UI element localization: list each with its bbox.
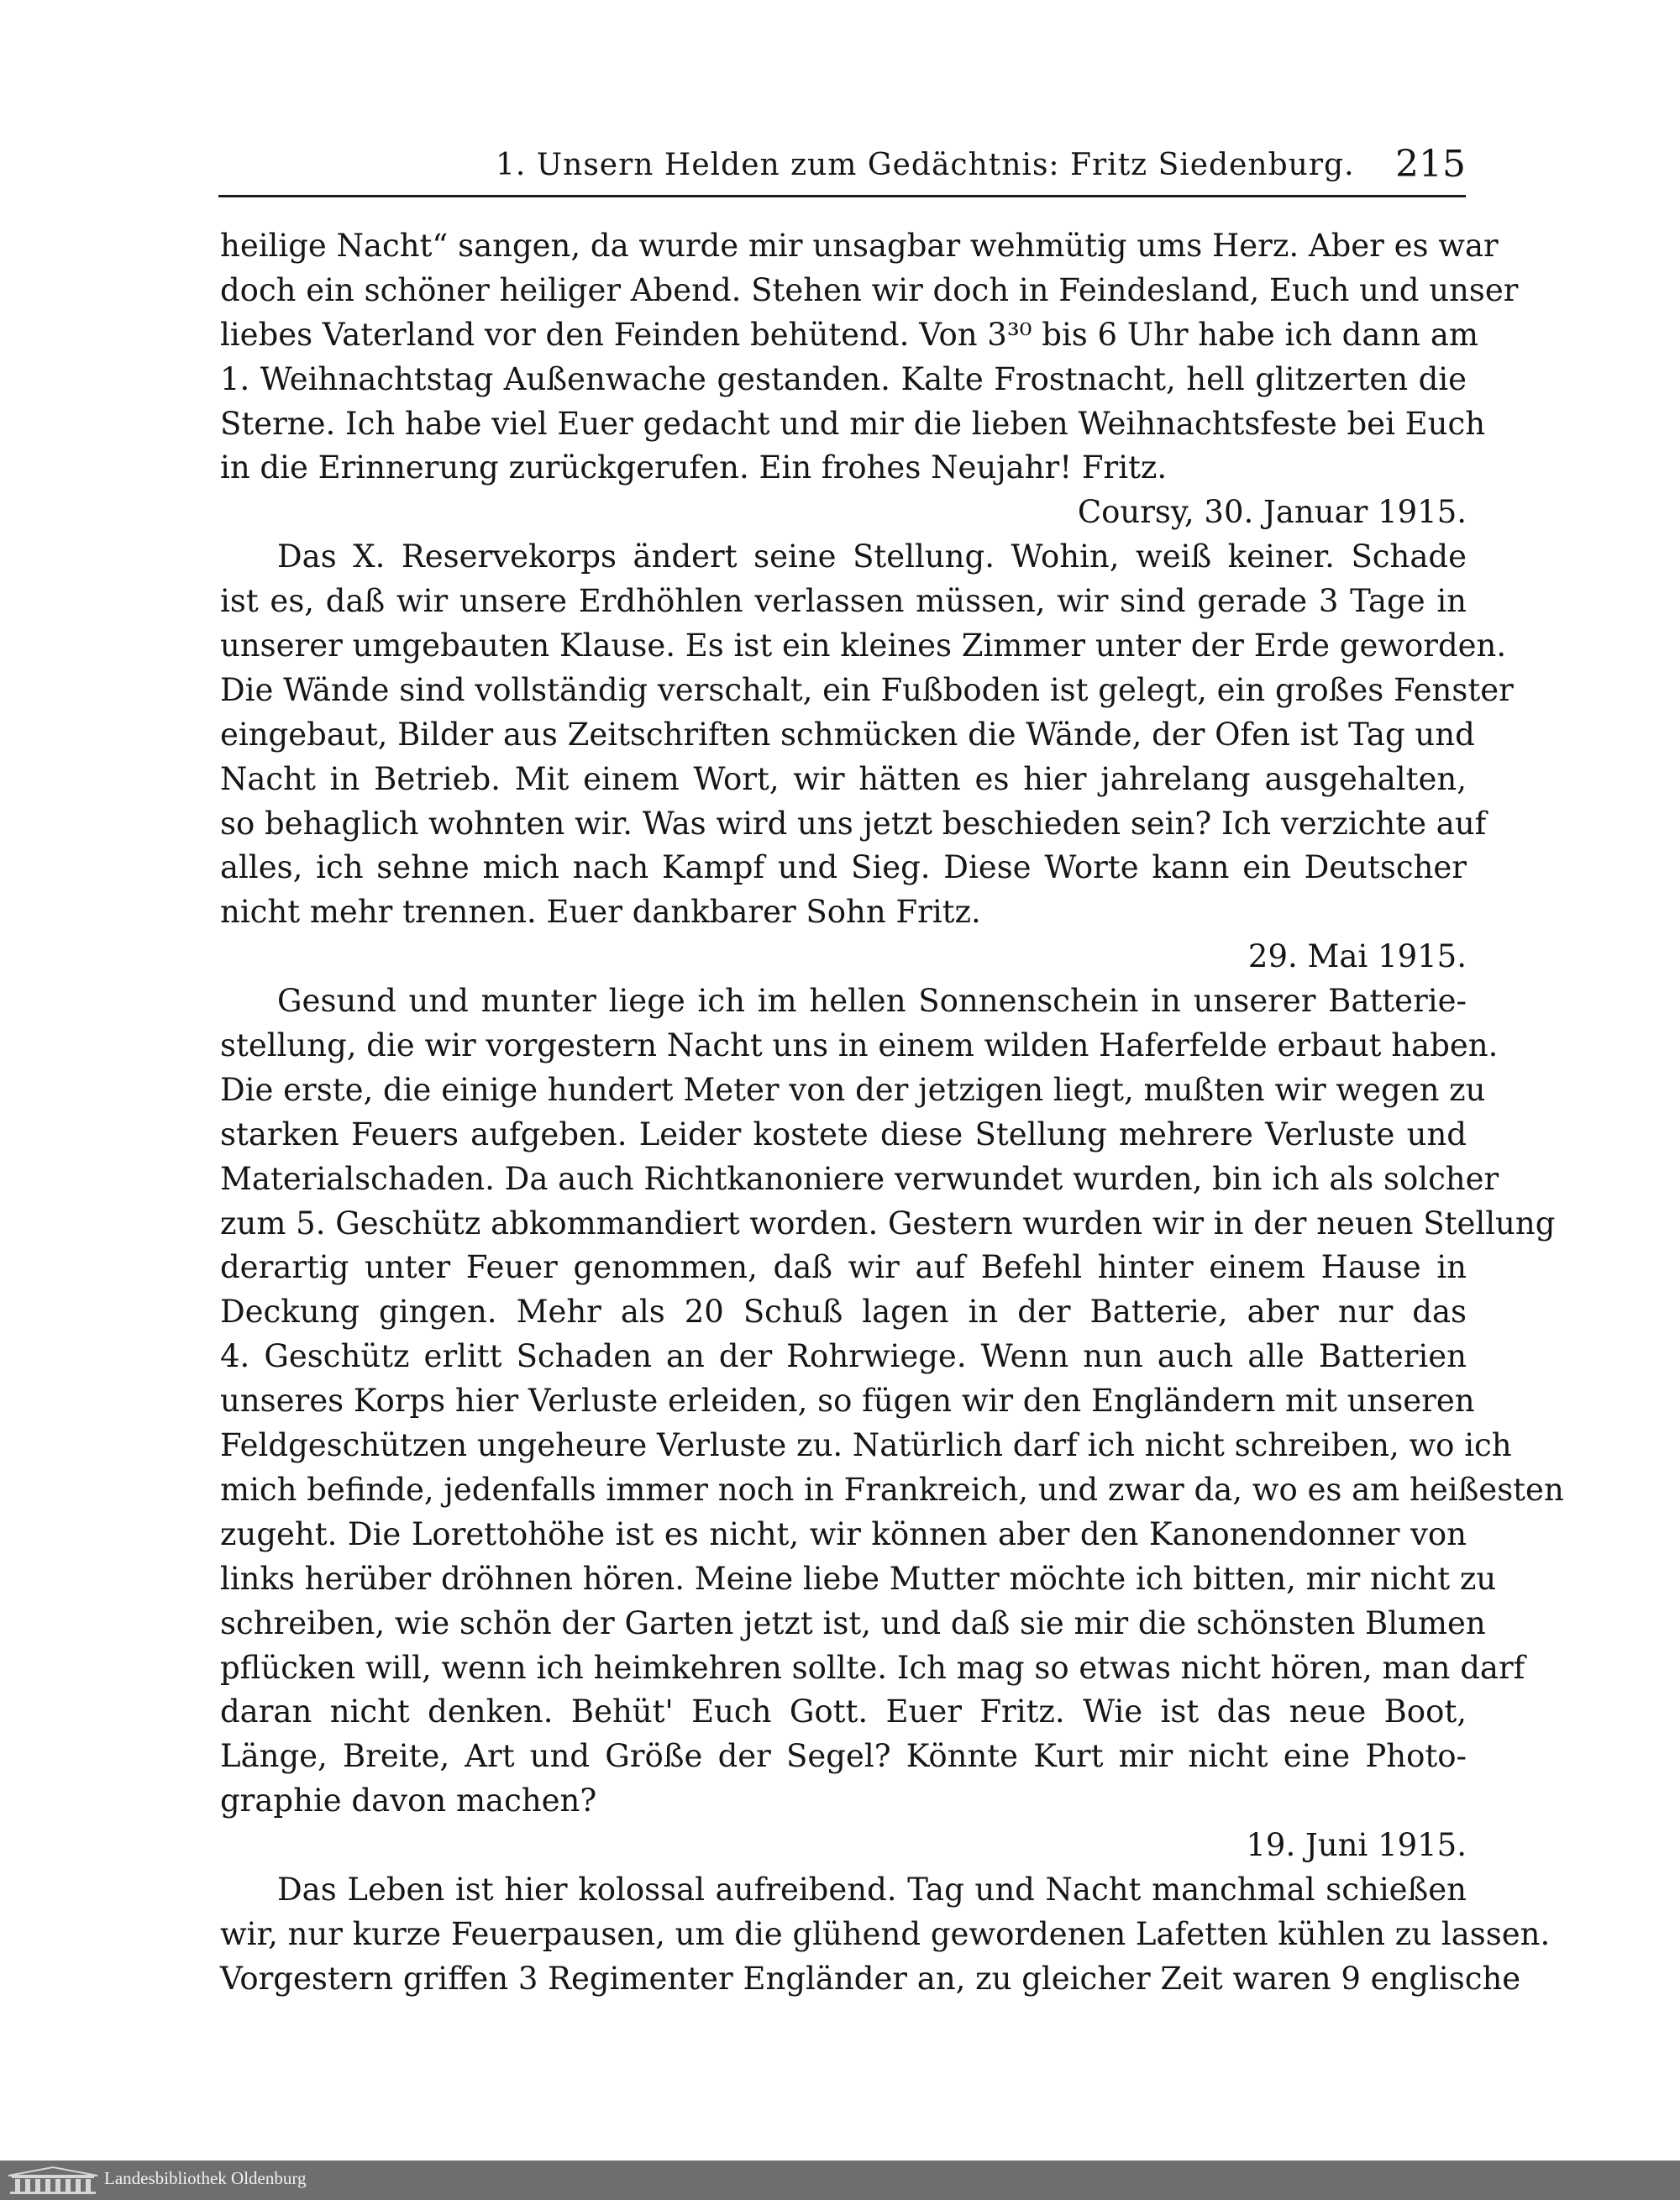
text-line: doch ein schöner heiliger Abend. Stehen wir doch in Feindesland, Euch und unser (220, 271, 1519, 308)
text-line: Länge, Breite, Art und Größe der Segel? Könnte Kurt mir nicht eine Photo- (220, 1738, 1467, 1775)
page-number: 215 (1395, 143, 1466, 186)
header-rule (218, 195, 1466, 197)
text-line: daran nicht denken. Behüt' Euch Gott. Euer Fritz. Wie ist das neue Boot, (220, 1693, 1467, 1730)
text-line: alles, ich sehne mich nach Kampf und Sieg. Diese Worte kann ein Deutscher (220, 849, 1467, 886)
text-line: pflücken will, wenn ich heimkehren sollte. Ich mag so etwas nicht hören, man darf (220, 1649, 1525, 1686)
text-line: schreiben, wie schön der Garten jetzt ist, und daß sie mir die schönsten Blumen (220, 1604, 1486, 1641)
text-line: derartig unter Feuer genommen, daß wir auf Befehl hinter einem Hause in (220, 1249, 1467, 1286)
text-line: Die Wände sind vollständig verschalt, ein Fußboden ist gelegt, ein großes Fenster (220, 671, 1514, 708)
text-line: ist es, daß wir unsere Erdhöhlen verlassen müssen, wir sind gerade 3 Tage in (220, 583, 1467, 620)
text-line: 4. Geschütz erlitt Schaden an der Rohrwiege. Wenn nun auch alle Batterien (220, 1338, 1467, 1375)
text-line: unserer umgebauten Klause. Es ist ein kleines Zimmer unter der Erde geworden. (220, 627, 1507, 664)
page-header (218, 143, 1466, 193)
date-line: 19. Juni 1915. (1246, 1827, 1467, 1864)
text-line: so behaglich wohnten wir. Was wird uns jetzt beschieden sein? Ich verzichte auf (220, 805, 1487, 842)
text-line: liebes Vaterland vor den Feinden behütend. Von 3³⁰ bis 6 Uhr habe ich dann am (220, 316, 1478, 353)
text-line: Sterne. Ich habe viel Euer gedacht und mir die lieben Weihnachtsfeste bei Euch (220, 405, 1486, 442)
text-line: Gesund und munter liege ich im hellen Sonnenschein in unserer Batterie- (277, 983, 1467, 1020)
text-line: 1. Weihnachtstag Außenwache gestanden. Kalte Frostnacht, hell glitzerten die (220, 360, 1467, 397)
text-line: Das X. Reservekorps ändert seine Stellung. Wohin, weiß keiner. Schade (277, 538, 1467, 575)
text-line: Die erste, die einige hundert Meter von der jetzigen liegt, mußten wir wegen zu (220, 1071, 1486, 1108)
text-line: zum 5. Geschütz abkommandiert worden. Gestern wurden wir in der neuen Stellung (220, 1205, 1556, 1242)
text-line: wir, nur kurze Feuerpausen, um die glühend gewordenen Lafetten kühlen zu lassen. (220, 1915, 1551, 1952)
text-line: starken Feuers aufgeben. Leider kostete diese Stellung mehrere Verluste und (220, 1116, 1467, 1153)
text-line: zugeht. Die Lorettohöhe ist es nicht, wir können aber den Kanonendonner von (220, 1515, 1467, 1552)
text-line: unseres Korps hier Verluste erleiden, so fügen wir den Engländern mit unseren (220, 1383, 1475, 1420)
body-text (220, 224, 1564, 2002)
text-line: nicht mehr trennen. Euer dankbarer Sohn Fritz. (220, 894, 981, 931)
text-line: Materialschaden. Da auch Richtkanoniere verwundet wurden, bin ich als solcher (220, 1160, 1499, 1197)
date-line: Coursy, 30. Januar 1915. (1077, 494, 1467, 531)
text-line: Vorgestern griffen 3 Regimenter Engländer an, zu gleicher Zeit waren 9 englische (220, 1960, 1521, 1997)
text-line: stellung, die wir vorgestern Nacht uns in einem wilden Haferfelde erbaut haben. (220, 1027, 1499, 1064)
text-line: Das Leben ist hier kolossal aufreibend. Tag und Nacht manchmal schießen (277, 1871, 1467, 1908)
text-line: Deckung gingen. Mehr als 20 Schuß lagen in der Batterie, aber nur das (220, 1294, 1467, 1331)
running-title: 1. Unsern Helden zum Gedächtnis: Fritz Siedenburg. (496, 148, 1355, 182)
text-line: mich befinde, jedenfalls immer noch in Frankreich, und zwar da, wo es am heißesten (220, 1471, 1564, 1508)
library-name: Landesbibliothek Oldenburg (104, 2168, 307, 2188)
text-line: Nacht in Betrieb. Mit einem Wort, wir hätten es hier jahrelang ausgehalten, (220, 760, 1467, 797)
text-line: eingebaut, Bilder aus Zeitschriften schmücken die Wände, der Ofen ist Tag und (220, 716, 1475, 753)
footer-bar (0, 2161, 1680, 2200)
date-line: 29. Mai 1915. (1247, 938, 1467, 975)
library-building-icon (7, 2166, 99, 2195)
text-line: heilige Nacht“ sangen, da wurde mir unsagbar wehmütig ums Herz. Aber es war (220, 228, 1499, 264)
text-line: graphie davon machen? (220, 1783, 597, 1819)
text-line: Feldgeschützen ungeheure Verluste zu. Natürlich darf ich nicht schreiben, wo ich (220, 1427, 1512, 1464)
text-line: links herüber dröhnen hören. Meine liebe Mutter möchte ich bitten, mir nicht zu (220, 1560, 1497, 1597)
text-line: in die Erinnerung zurückgerufen. Ein frohes Neujahr! Fritz. (220, 449, 1168, 486)
